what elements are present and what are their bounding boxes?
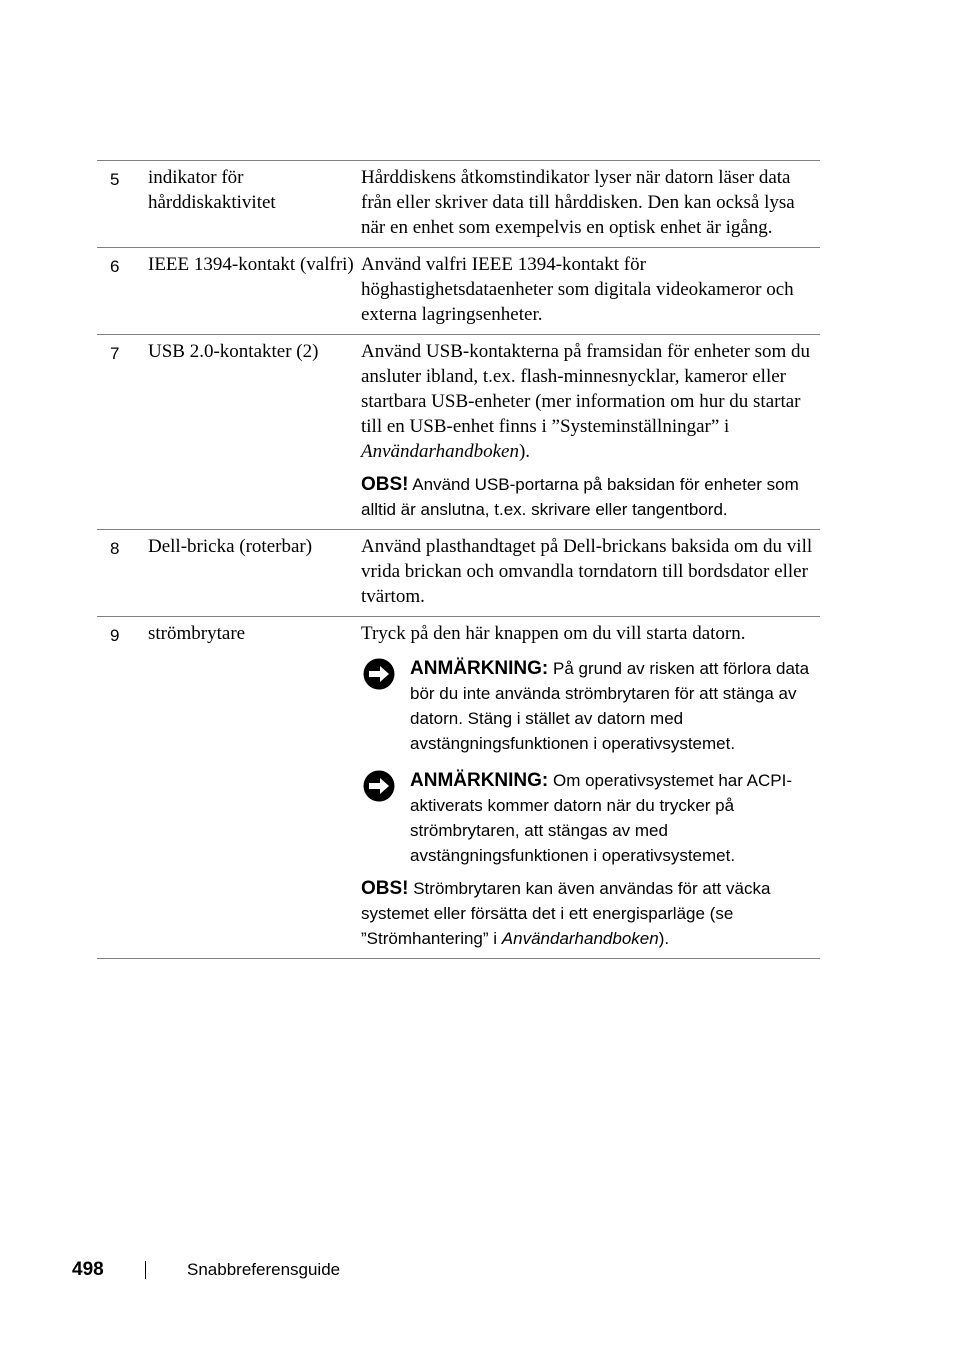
table-row [97, 617, 820, 959]
obs-text: ). [658, 929, 670, 948]
description-text [361, 338, 820, 464]
obs-label: OBS! [361, 878, 409, 899]
row-number: 6 [110, 257, 120, 276]
component-name: USB 2.0-kontakter (2) [148, 341, 319, 362]
obs-label: OBS! [361, 474, 409, 495]
footer-separator [145, 1261, 146, 1279]
component-name: indikator för hårddiskaktivitet [148, 167, 276, 213]
component-name: strömbrytare [148, 623, 246, 644]
description-text: Använd valfri IEEE 1394-kontakt för höghastighetsdataenheter som digitala videokameror och externa lagringsenheter. [361, 254, 794, 325]
component-description [361, 533, 820, 609]
notice-block [361, 656, 820, 756]
table-row [97, 335, 820, 530]
component-description [361, 620, 820, 951]
obs-text: Använd USB-portarna på baksidan för enheter som alltid är anslutna, t.ex. skrivare eller tangentbord. [361, 475, 799, 519]
manual-title: Användarhandboken [501, 929, 659, 948]
notice-text: Om operativsystemet har ACPI-aktiverats kommer datorn när du trycker på strömbrytaren, att stängas av med avstängningsfunktionen i operativsystemet. [410, 771, 793, 865]
description-text: Tryck på den här knappen om du vill starta datorn. [361, 623, 746, 644]
notice-body [410, 768, 820, 868]
notice-label: ANMÄRKNING: [410, 770, 549, 791]
description-text-part: ). [518, 441, 531, 462]
notice-block [361, 768, 820, 868]
obs-note [361, 472, 820, 522]
notice-label: ANMÄRKNING: [410, 658, 549, 679]
description-text: Använd plasthandtaget på Dell-brickans baksida om du vill vrida brickan och omvandla torndatorn till bordsdator eller tvärtom. [361, 536, 813, 607]
row-number: 9 [110, 626, 120, 645]
row-number: 7 [110, 344, 120, 363]
description-text: Hårddiskens åtkomstindikator lyser när datorn läser data från eller skriver data till hårddisken. Den kan också lysa när en enhet som exempelvis en optisk enhet är igång. [361, 167, 795, 238]
notice-icon [361, 656, 410, 756]
description-text-part: Använd USB-kontakterna på framsidan för enheter som du ansluter ibland, t.ex. flash-minnesnycklar, kameror eller startbara USB-enheter (mer information om hur du startar till en USB-enhet finns i ”Systeminställningar” i [361, 341, 811, 437]
obs-text: Strömbrytaren kan även användas för att väcka systemet eller försätta det i ett energisparläge (se ”Strömhantering” i [361, 879, 771, 948]
component-description [361, 164, 820, 240]
component-name: Dell-bricka (roterbar) [148, 536, 313, 557]
page-number: 498 [72, 1259, 104, 1280]
table-row [97, 530, 820, 617]
manual-title: Användarhandboken [361, 441, 519, 462]
component-description [361, 338, 820, 522]
table-row [97, 161, 820, 248]
guide-title: Snabbreferensguide [187, 1260, 341, 1279]
table-row [97, 248, 820, 335]
component-description [361, 251, 820, 327]
spec-table [97, 160, 820, 959]
row-number: 8 [110, 539, 120, 558]
notice-text: På grund av risken att förlora data bör du inte använda strömbrytaren för att stänga av datorn. Stäng i stället av datorn med avstängningsfunktionen i operativsystemet. [410, 659, 810, 753]
obs-note [361, 876, 820, 951]
notice-body [410, 656, 820, 756]
notice-icon [361, 768, 410, 868]
component-name: IEEE 1394-kontakt (valfri) [148, 254, 354, 275]
row-number: 5 [110, 170, 120, 189]
